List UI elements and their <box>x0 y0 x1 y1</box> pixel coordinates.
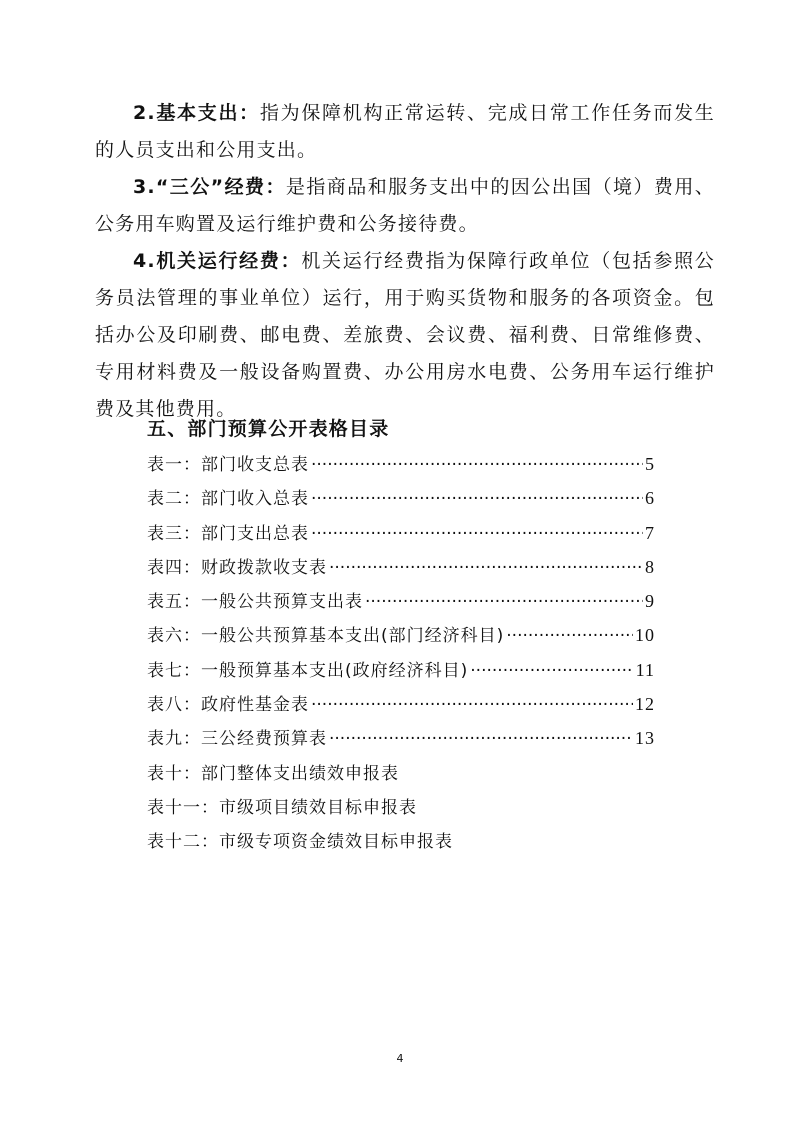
toc-entry <box>147 793 655 827</box>
toc-entry <box>147 519 655 553</box>
toc-entry-page: 6 <box>645 488 655 509</box>
paragraph-lead: 4.机关运行经费： <box>133 250 302 272</box>
paragraph-text: 是指商品和服务支出中的因公出国（境）费用、公务用车购置及运行维护费和公务接待费。 <box>95 176 715 235</box>
toc-dot-leader <box>311 455 643 475</box>
toc-entry-label: 表三：部门支出总表 <box>147 523 309 544</box>
paragraph-text: 机关运行经费指为保障行政单位（包括参照公务员法管理的事业单位）运行，用于购买货物和服务的各项资金。包括办公及印刷费、邮电费、差旅费、会议费、福利费、日常维修费、专用材料费及一般设备购置费、办公用房水电费、公务用车运行维护费及其他费用。 <box>95 250 715 420</box>
paragraph-lead: 2.基本支出： <box>133 102 260 124</box>
toc-entry <box>147 553 655 587</box>
toc-entry <box>147 450 655 484</box>
toc-dot-leader <box>311 695 633 715</box>
table-of-contents <box>147 450 655 862</box>
toc-entry <box>147 587 655 621</box>
toc-dot-leader <box>311 524 643 544</box>
toc-dot-leader <box>506 626 633 646</box>
toc-entry <box>147 484 655 518</box>
toc-entry-label: 表十二：市级专项资金绩效目标申报表 <box>147 832 453 853</box>
toc-entry-label: 表四：财政拨款收支表 <box>147 557 327 578</box>
toc-entry-page: 8 <box>645 556 655 577</box>
toc-entry-page: 11 <box>635 659 655 680</box>
toc-entry <box>147 827 655 861</box>
toc-dot-leader <box>329 729 633 749</box>
toc-entry-page: 12 <box>635 694 655 715</box>
paragraph-agency-operating-expenses <box>95 243 715 428</box>
toc-entry-label: 表五：一般公共预算支出表 <box>147 592 363 613</box>
toc-dot-leader <box>329 558 643 578</box>
toc-dot-leader <box>470 661 633 681</box>
toc-entry-label: 表二：部门收入总表 <box>147 489 309 510</box>
toc-entry <box>147 621 655 655</box>
toc-entry <box>147 656 655 690</box>
paragraph-text: 指为保障机构正常运转、完成日常工作任务而发生的人员支出和公用支出。 <box>95 102 716 161</box>
paragraph-basic-expenditure <box>95 95 715 169</box>
section-heading: 五、部门预算公开表格目录 <box>147 418 390 440</box>
toc-entry-label: 表九：三公经费预算表 <box>147 729 327 750</box>
toc-entry <box>147 690 655 724</box>
paragraph-lead: 3.“三公”经费： <box>133 176 286 198</box>
toc-entry-label: 表十：部门整体支出绩效申报表 <box>147 763 399 784</box>
toc-entry-page: 13 <box>635 728 655 749</box>
toc-entry-page: 5 <box>645 454 655 474</box>
toc-entry-label: 表八：政府性基金表 <box>147 695 309 716</box>
page-number: 4 <box>396 1052 404 1065</box>
toc-entry-label: 表六：一般公共预算基本支出(部门经济科目) <box>147 626 505 647</box>
toc-entry-label: 表十一：市级项目绩效目标申报表 <box>147 797 417 818</box>
toc-entry-label: 表七：一般预算基本支出(政府经济科目) <box>147 660 469 681</box>
toc-entry <box>147 759 655 793</box>
toc-entry-page: 10 <box>635 625 655 646</box>
toc-dot-leader <box>311 489 643 509</box>
toc-entry-label: 表一：部门收支总表 <box>147 455 309 475</box>
toc-dot-leader <box>365 592 643 612</box>
toc-entry-page: 9 <box>645 591 655 612</box>
toc-entry-page: 7 <box>645 522 655 543</box>
paragraph-three-public-expenses <box>95 169 715 243</box>
toc-entry <box>147 724 655 758</box>
